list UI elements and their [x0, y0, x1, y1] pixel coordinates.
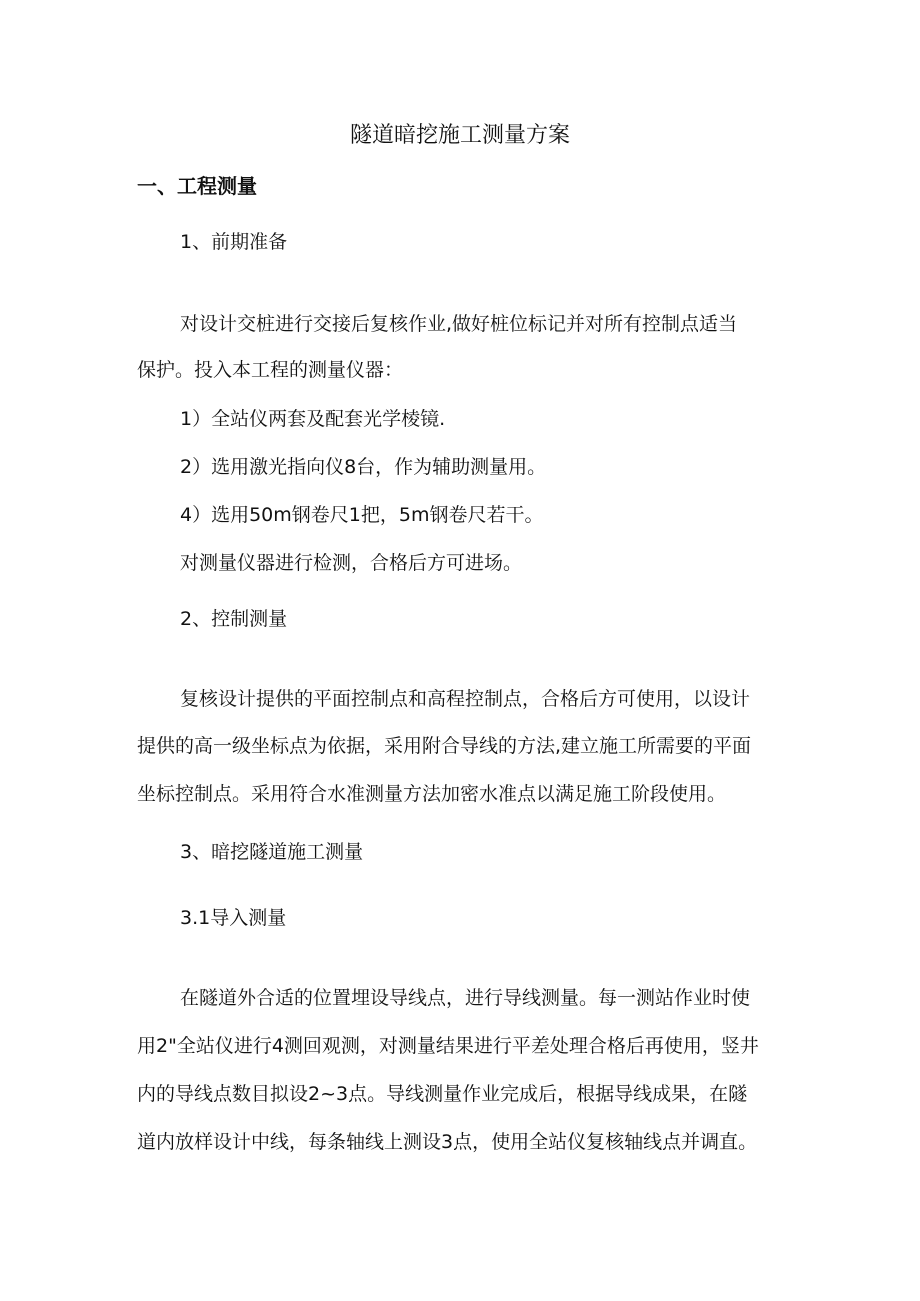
paragraph-import-line-3: 内的导线点数目拟设2~3点。导线测量作业完成后，根据导线成果，在隧: [137, 1083, 748, 1105]
section-heading-engineering-survey: 一、工程测量: [137, 174, 257, 198]
paragraph-import-line-1: 在隧道外合适的位置埋设导线点，进行导线测量。每一测站作业时使: [180, 987, 751, 1009]
subheading-import-survey: 3.1导入测量: [180, 907, 287, 929]
subheading-tunnel-survey: 3、暗挖隧道施工测量: [180, 841, 364, 863]
document-title: 隧道暗挖施工测量方案: [349, 123, 570, 148]
paragraph-control-line-1: 复核设计提供的平面控制点和高程控制点，合格后方可使用，以设计: [180, 688, 751, 710]
list-item-laser-pointer: 2）选用激光指向仪8台，作为辅助测量用。: [180, 456, 547, 478]
paragraph-import-line-2: 用2"全站仪进行4测回观测，对测量结果进行平差处理合格后再使用，竖井: [137, 1035, 759, 1057]
paragraph-control-line-3: 坐标控制点。采用符合水准测量方法加密水准点以满足施工阶段使用。: [137, 783, 727, 805]
subheading-preparation: 1、前期准备: [180, 231, 288, 253]
paragraph-instrument-check: 对测量仪器进行检测，合格后方可进场。: [180, 552, 523, 574]
paragraph-preparation-line-2: 保护。投入本工程的测量仪器：: [137, 359, 404, 381]
subheading-control-survey: 2、控制测量: [180, 608, 288, 630]
paragraph-preparation-line-1: 对设计交桩进行交接后复核作业,做好桩位标记并对所有控制点适当: [180, 313, 738, 335]
paragraph-control-line-2: 提供的高一级坐标点为依据，采用附合导线的方法,建立施工所需要的平面: [137, 735, 752, 757]
paragraph-import-line-4: 道内放样设计中线，每条轴线上测设3点，使用全站仪复核轴线点并调直。: [137, 1131, 758, 1153]
list-item-total-station: 1）全站仪两套及配套光学棱镜.: [180, 408, 446, 430]
list-item-steel-tape: 4）选用50m钢卷尺1把，5m钢卷尺若干。: [180, 504, 544, 526]
